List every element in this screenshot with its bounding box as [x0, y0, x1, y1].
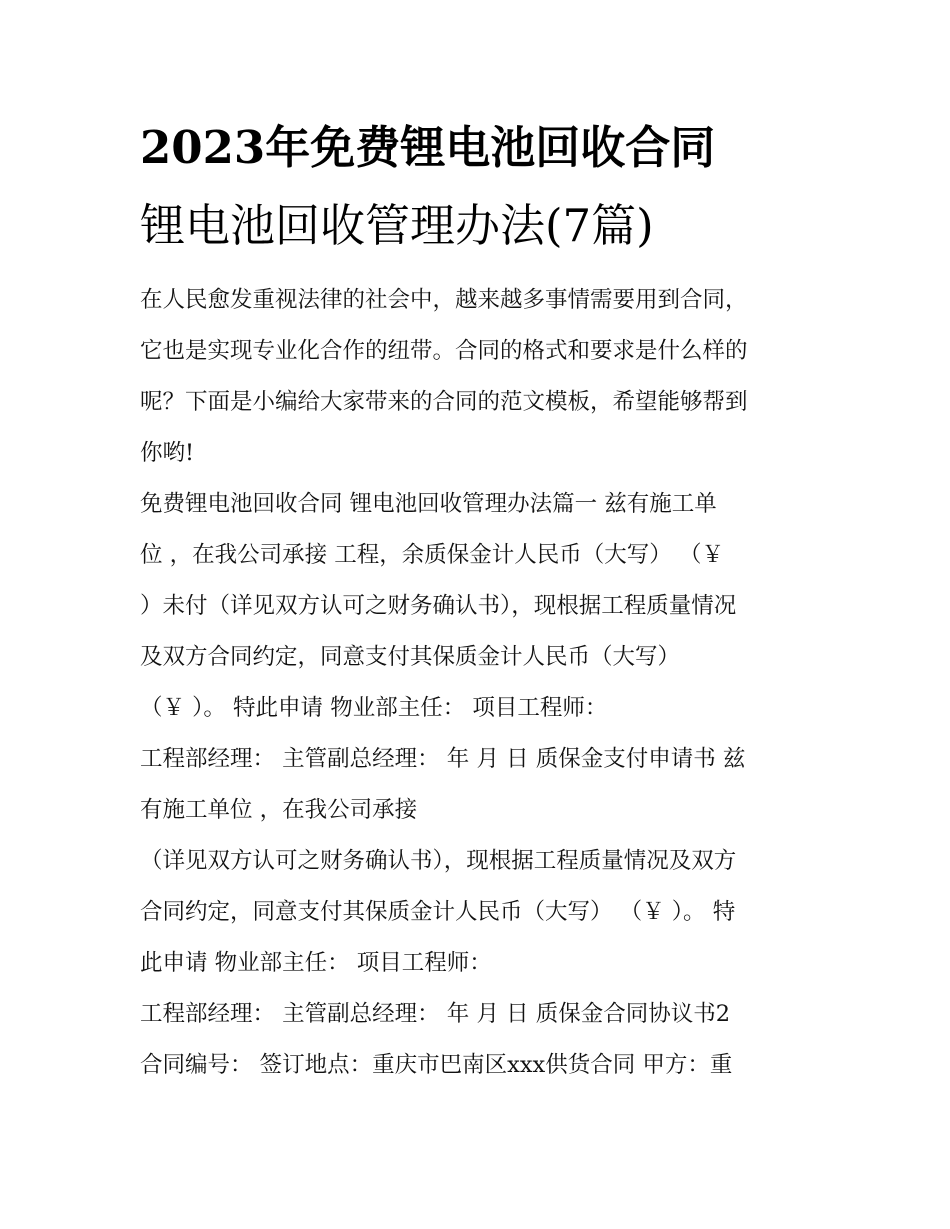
body-line: 及双方合同约定，同意支付其保质金计人民币（大写）: [140, 644, 681, 670]
body-line: （￥ ）。 特此申请 物业部主任： 项目工程师：: [140, 695, 608, 721]
body-line: 在人民愈发重视法律的社会中，越来越多事情需要用到合同，: [140, 287, 748, 313]
body-line: 此申请 物业部主任： 项目工程师：: [140, 950, 492, 976]
body-line: 位 ，在我公司承接 工程，余质保金计人民币（大写） （￥: [140, 542, 724, 568]
body-line: 你哟!: [140, 440, 195, 466]
document-title-line-2: 锂电池回收管理办法(7篇): [140, 199, 654, 252]
body-line: 工程部经理： 主管副总经理： 年 月 日 质保金合同协议书2: [140, 1001, 731, 1027]
body-line: 合同编号： 签订地点：重庆市巴南区xxx供货合同 甲方：重: [140, 1052, 733, 1078]
body-line: 工程部经理： 主管副总经理： 年 月 日 质保金支付申请书 兹: [140, 746, 746, 772]
body-line: 免费锂电池回收合同 锂电池回收管理办法篇一 兹有施工单: [140, 491, 717, 517]
body-line: 它也是实现专业化合作的纽带。合同的格式和要求是什么样的: [140, 338, 748, 364]
body-line: 合同约定，同意支付其保质金计人民币（大写） （￥ ）。 特: [140, 899, 736, 925]
document-title-line-1: 2023年免费锂电池回收合同: [140, 121, 716, 174]
body-line: （详见双方认可之财务确认书），现根据工程质量情况及双方: [140, 848, 737, 874]
body-line: 有施工单位 ，在我公司承接: [140, 797, 418, 823]
body-line: ）未付（详见双方认可之财务确认书），现根据工程质量情况: [140, 593, 737, 619]
body-line: 呢？下面是小编给大家带来的合同的范文模板，希望能够帮到: [140, 389, 748, 415]
